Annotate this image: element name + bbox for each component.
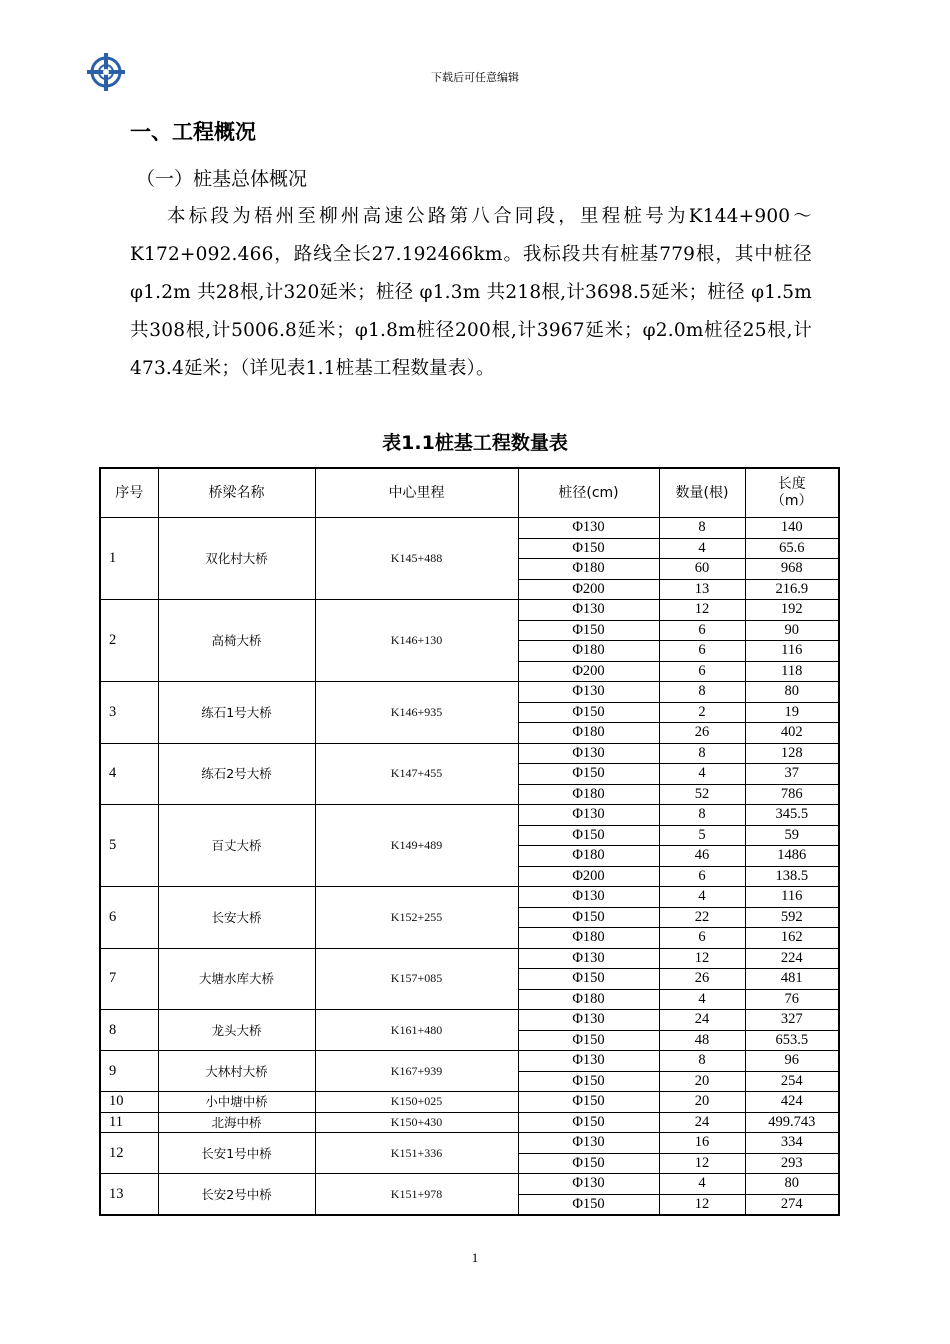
diameter-cell: Φ180 [518,928,659,949]
bridge-no-cell: 9 [100,1051,158,1092]
station-cell: K150+430 [315,1112,518,1133]
diameter-cell: Φ180 [518,989,659,1010]
length-cell: 786 [745,784,839,805]
diameter-cell: Φ150 [518,907,659,928]
bridge-no-cell: 6 [100,887,158,949]
table-header-row [100,468,839,518]
length-cell: 96 [745,1051,839,1072]
length-cell: 76 [745,989,839,1010]
length-cell: 216.9 [745,579,839,600]
table-row [100,1112,839,1133]
length-cell: 481 [745,969,839,990]
count-cell: 6 [659,661,745,682]
length-cell: 1486 [745,846,839,867]
col-header-length [745,468,839,518]
table-caption: 表1.1桩基工程数量表 [382,432,568,454]
length-cell: 653.5 [745,1030,839,1051]
bridge-name-cell: 高椅大桥 [158,600,315,682]
count-cell: 24 [659,1010,745,1031]
diameter-cell: Φ130 [518,518,659,539]
length-cell: 90 [745,620,839,641]
length-cell: 334 [745,1133,839,1154]
diameter-cell: Φ150 [518,1153,659,1174]
bridge-no-cell: 11 [100,1112,158,1133]
diameter-cell: Φ130 [518,1010,659,1031]
count-cell: 8 [659,805,745,826]
count-cell: 4 [659,887,745,908]
length-cell: 118 [745,661,839,682]
count-cell: 24 [659,1112,745,1133]
bridge-name-cell: 练石2号大桥 [158,743,315,805]
overview-paragraph: 本标段为梧州至柳州高速公路第八合同段，里程桩号为K144+900～K172+092.466，路线全长27.192466km。我标段共有桩基779根，其中桩径 φ1.2m 共28根,计320延米；桩径 φ1.3m 共218根,计3698.5延米；桩径 φ1.5m 共308根,计5006.8延米；φ1.8m桩径200根,计3967延米；φ2.0m桩径25根,计473.4延米；（详见表1.1桩基工程数量表）。 [130,206,812,379]
table-body [100,518,839,1216]
diameter-cell: Φ130 [518,1174,659,1195]
station-cell: K146+935 [315,682,518,744]
count-cell: 46 [659,846,745,867]
length-cell: 59 [745,825,839,846]
col-header-count: 数量(根) [659,468,745,518]
count-cell: 6 [659,620,745,641]
count-cell: 12 [659,1194,745,1215]
length-cell: 345.5 [745,805,839,826]
diameter-cell: Φ180 [518,846,659,867]
length-cell: 192 [745,600,839,621]
table-row [100,887,839,908]
count-cell: 4 [659,538,745,559]
station-cell: K151+336 [315,1133,518,1174]
bridge-no-cell: 1 [100,518,158,600]
length-cell: 592 [745,907,839,928]
length-cell: 402 [745,723,839,744]
diameter-cell: Φ150 [518,764,659,785]
count-cell: 48 [659,1030,745,1051]
diameter-cell: Φ130 [518,805,659,826]
count-cell: 12 [659,1153,745,1174]
diameter-cell: Φ130 [518,743,659,764]
count-cell: 20 [659,1092,745,1113]
length-cell: 424 [745,1092,839,1113]
length-cell: 499.743 [745,1112,839,1133]
diameter-cell: Φ130 [518,600,659,621]
subsection-heading: （一）桩基总体概况 [136,168,308,190]
table-row [100,948,839,969]
count-cell: 4 [659,764,745,785]
count-cell: 2 [659,702,745,723]
diameter-cell: Φ200 [518,866,659,887]
diameter-cell: Φ150 [518,1194,659,1215]
col-header-station: 中心里程 [315,468,518,518]
table-row [100,600,839,621]
station-cell: K167+939 [315,1051,518,1092]
table-row [100,1051,839,1072]
length-cell: 968 [745,559,839,580]
bridge-name-cell: 龙头大桥 [158,1010,315,1051]
section-heading: 一、工程概况 [130,120,256,144]
bridge-name-cell: 双化村大桥 [158,518,315,600]
table-row [100,518,839,539]
bridge-name-cell: 长安1号中桥 [158,1133,315,1174]
diameter-cell: Φ180 [518,784,659,805]
count-cell: 4 [659,989,745,1010]
diameter-cell: Φ150 [518,620,659,641]
bridge-no-cell: 3 [100,682,158,744]
col-header-diameter: 桩径(cm) [518,468,659,518]
diameter-cell: Φ180 [518,723,659,744]
diameter-cell: Φ130 [518,1051,659,1072]
length-cell: 274 [745,1194,839,1215]
col-header-length-line1: 长度 [777,476,806,492]
length-cell: 128 [745,743,839,764]
table-row [100,1092,839,1113]
count-cell: 12 [659,600,745,621]
station-cell: K146+130 [315,600,518,682]
bridge-no-cell: 5 [100,805,158,887]
diameter-cell: Φ130 [518,1133,659,1154]
count-cell: 52 [659,784,745,805]
length-cell: 224 [745,948,839,969]
diameter-cell: Φ130 [518,948,659,969]
count-cell: 5 [659,825,745,846]
pile-quantity-table [99,467,840,1216]
count-cell: 8 [659,1051,745,1072]
bridge-name-cell: 长安大桥 [158,887,315,949]
station-cell: K150+025 [315,1092,518,1113]
length-cell: 140 [745,518,839,539]
diameter-cell: Φ180 [518,559,659,580]
count-cell: 16 [659,1133,745,1154]
table-row [100,682,839,703]
diameter-cell: Φ150 [518,1071,659,1092]
length-cell: 293 [745,1153,839,1174]
count-cell: 26 [659,969,745,990]
length-cell: 162 [745,928,839,949]
table-row [100,1010,839,1031]
station-cell: K147+455 [315,743,518,805]
count-cell: 22 [659,907,745,928]
table-row [100,743,839,764]
length-cell: 65.6 [745,538,839,559]
length-cell: 80 [745,682,839,703]
diameter-cell: Φ200 [518,579,659,600]
diameter-cell: Φ180 [518,641,659,662]
diameter-cell: Φ150 [518,1112,659,1133]
col-header-length-line2: （m） [770,493,813,509]
length-cell: 19 [745,702,839,723]
bridge-name-cell: 大林村大桥 [158,1051,315,1092]
diameter-cell: Φ150 [518,1030,659,1051]
diameter-cell: Φ200 [518,661,659,682]
station-cell: K152+255 [315,887,518,949]
count-cell: 8 [659,682,745,703]
station-cell: K145+488 [315,518,518,600]
bridge-no-cell: 8 [100,1010,158,1051]
diameter-cell: Φ150 [518,1092,659,1113]
bridge-no-cell: 2 [100,600,158,682]
bridge-no-cell: 13 [100,1174,158,1216]
station-cell: K149+489 [315,805,518,887]
length-cell: 116 [745,641,839,662]
length-cell: 116 [745,887,839,908]
count-cell: 12 [659,948,745,969]
length-cell: 254 [745,1071,839,1092]
count-cell: 8 [659,743,745,764]
length-cell: 138.5 [745,866,839,887]
col-header-bridge-name: 桥梁名称 [158,468,315,518]
count-cell: 6 [659,641,745,662]
diameter-cell: Φ130 [518,887,659,908]
station-cell: K161+480 [315,1010,518,1051]
count-cell: 20 [659,1071,745,1092]
bridge-name-cell: 北海中桥 [158,1112,315,1133]
bridge-name-cell: 大塘水库大桥 [158,948,315,1010]
bridge-name-cell: 练石1号大桥 [158,682,315,744]
count-cell: 60 [659,559,745,580]
count-cell: 6 [659,928,745,949]
station-cell: K157+085 [315,948,518,1010]
count-cell: 13 [659,579,745,600]
bridge-no-cell: 4 [100,743,158,805]
bridge-name-cell: 百丈大桥 [158,805,315,887]
station-cell: K151+978 [315,1174,518,1216]
length-cell: 80 [745,1174,839,1195]
col-header-no: 序号 [100,468,158,518]
length-cell: 327 [745,1010,839,1031]
length-cell: 37 [745,764,839,785]
bridge-no-cell: 10 [100,1092,158,1113]
bridge-name-cell: 长安2号中桥 [158,1174,315,1216]
diameter-cell: Φ150 [518,969,659,990]
bridge-name-cell: 小中塘中桥 [158,1092,315,1113]
page-number: 1 [471,1250,479,1265]
page-header: 下载后可任意编辑 [431,71,519,84]
table-row [100,1174,839,1195]
diameter-cell: Φ130 [518,682,659,703]
bridge-no-cell: 7 [100,948,158,1010]
count-cell: 26 [659,723,745,744]
count-cell: 6 [659,866,745,887]
diameter-cell: Φ150 [518,538,659,559]
diameter-cell: Φ150 [518,825,659,846]
count-cell: 4 [659,1174,745,1195]
diameter-cell: Φ150 [518,702,659,723]
table-row [100,805,839,826]
table-row [100,1133,839,1154]
count-cell: 8 [659,518,745,539]
bridge-no-cell: 12 [100,1133,158,1174]
